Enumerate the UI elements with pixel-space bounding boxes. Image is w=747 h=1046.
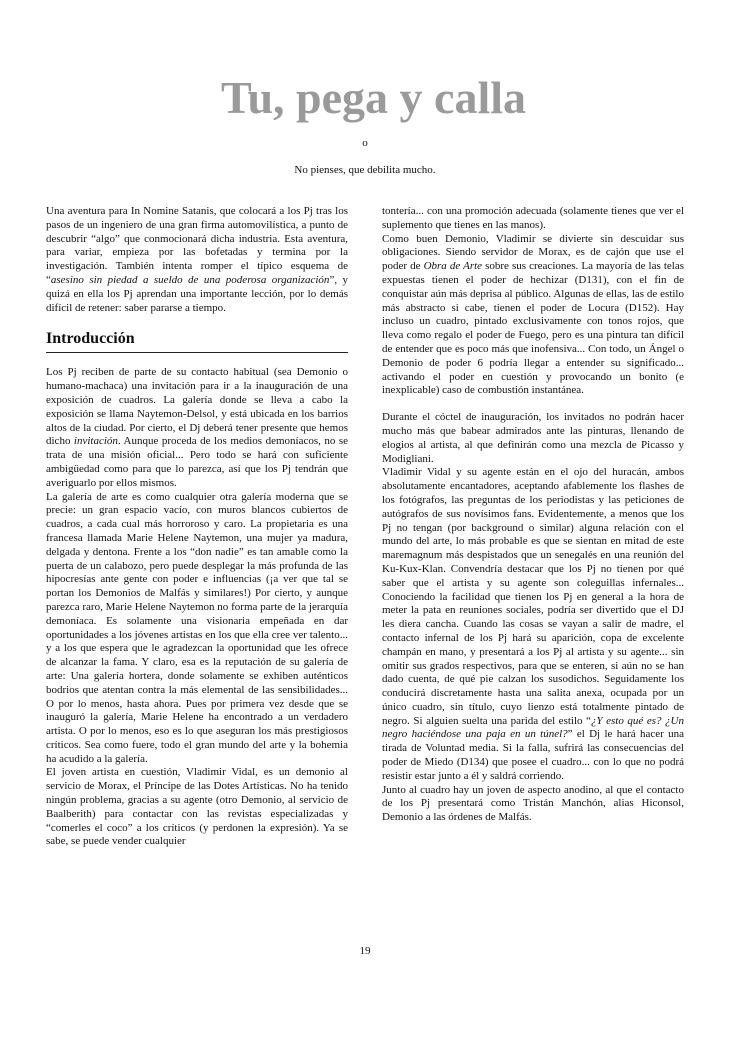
p1-text-a: Los Pj reciben de parte de su contacto habitual (sea Demonio o humano-machaca) una invitación para ir a la inauguración de una exposición de cuadros. La galería donde se lleva a cabo la exposición se llama Naytemon-Delsol, y está ubicada en los barrios altos de la ciudad. Por cierto, el Dj deberá tener presente que hemos dicho [46, 366, 348, 448]
p1-text-b: . Aunque proceda de los medios demoníacos, no se trata de una misión oficial... Pero todo se hará con suficiente ambigüedad como para que lo parezca, así que los Pj tendrán que averiguarlo por ellos mismos. [46, 435, 348, 489]
left-column [46, 205, 348, 849]
title-connector: o [362, 137, 368, 149]
page-number: 19 [359, 945, 371, 957]
rp1-text-b: sobre sus creaciones. La mayoría de las telas expuestas tienen el poder de hechizar (D131), con el fin de conquistar aún más deprisa al público. Algunas de ellas, las de estilo más abstracto si cabe, tienen el poder de Locura (D152). Hay incluso un cuadro, pintado exclusivamente con tonos rojos, que lleva como regalo el poder de Fuego, pero es una pintura tan difícil de entender que es poco más que inofensiva... Con todo, un Ángel o Demonio de poder 6 podría llegar a entender su significado... activando el poder en cuestión y provocando un bonito (e inexplicable) caso de combustión instantánea. [382, 260, 684, 397]
right-paragraph-2: Durante el cóctel de inauguración, los invitados no podrán hacer mucho más que babear admirados ante las pinturas, llenando de elogios al artista, al que definirán como una mezcla de Picasso y Modigliani. [382, 411, 684, 465]
rp3-text-a: Vladimir Vidal y su agente están en el ojo del huracán, ambos absolutamente encantadores, aceptando afablemente los flashes de los fotógrafos, las preguntas de los periodistas y las peticiones de autógrafos de sus novísimos fans. Evidentemente, a menos que los Pj no tengan (por background o similar) alguna relación con el mundo del arte, lo más probable es que se sientan en mitad de este maremagnum más despistados que un senegalés en una reunión del Ku-Kux-Klan. Convendría destacar que los Pj no tienen por qué saber que el artista y su agente son coleguillas infernales... Conociendo la facilidad que tienen los Pj en general a la hora de meter la pata en reuniones sociales, podría ser divertido que el DJ les diera cancha. Cuando las cosas se vayan a salir de madre, el contacto infernal de los Pj hará su aparición, copa de excelente champán en mano, y presentará a los Pj al artista y su agente... sin omitir sus grados respectivos, para que se enteren, si aún no se han dado cuenta, de qué pie calzan los susodichos. Seguidamente los conducirá discretamente hasta una salita anexa, ocupada por un único cuadro, sin título, cuyo lienzo está totalmente pintado de negro. Si alguien suelta una parida del estilo “ [382, 466, 684, 727]
p1-emphasis: invitación [73, 435, 118, 448]
rp1-emphasis: Obra de Arte [423, 260, 483, 273]
intro-section-paragraph-2: La galería de arte es como cualquier otra galería moderna que se precie: un gran espacio vacío, con muros blancos cubiertos de cuadros, a cada cual más horroroso y caro. La propietaria es una francesa llamada Marie Helene Naytemon, una mujer ya madura, delgada y dentona. Frente a los “don nadie” es tan amable como la puerta de un calabozo, pero puede desplegar la más profunda de las hipocresías ante gente con poder e influencias (¡a ver que tal se portan los Demonios de Malfás y similares!) Por cierto, y aunque parezca raro, Marie Helene Naytemon no forma parte de la jerarquía demoníaca. Es solamente una visionaria empeñada en dar oportunidades a los jóvenes artistas en los que ella cree ver talento... y a los que espera que le agradezcan la oportunidad que les ofrece de alcanzar la fama. Y claro, esa es la reputación de su galería de arte: Una galería hortera, donde solamente se exhiben auténticos bodrios que atentan contra la más elemental de las sensibilidades... O por lo menos, hasta ahora. Pues por primera vez desde que se inauguró la galería, Marie Helene ha encontrado a un verdadero artista. O por lo menos, eso es lo que aseguran los más prestigiosos críticos. Sea como fuere, todo el gran mundo del arte y la bohemia ha acudido a la galería. [46, 490, 348, 765]
intro-section-paragraph-1 [46, 366, 348, 490]
intro-emphasis: asesino sin piedad a sueldo de una poderosa organización [50, 273, 330, 286]
right-paragraph-3 [382, 466, 684, 783]
page-title: Tu, pega y calla [220, 72, 527, 123]
rp1-text-a: Como buen Demonio, Vladimir se divierte sin descuidar sus obligaciones. Siendo servidor de Morax, es de cajón que use el poder de [382, 232, 684, 273]
right-paragraph-0: tontería... con una promoción adecuada (solamente tienes que ver el suplemento que tienes en las manos). [382, 205, 684, 231]
intro-text-b: ”, y quizá en ella los Pj aprendan una importante lección, por lo demás difícil de retener: saber pararse a tiempo. [46, 273, 349, 314]
rp3-emphasis: ¿Y esto qué es? ¿Un negro haciéndose una paja en un túnel? [382, 714, 684, 741]
intro-section-paragraph-3: El joven artista en cuestión, Vladimir Vidal, es un demonio al servicio de Morax, el Príncipe de las Dotes Artísticas. No ha tenido ningún problema, gracias a su agente (otro Demonio, al servicio de Baalberith) para contactar con las revistas especializadas y “comerles el coco” a los críticos (y perdonen la expresión). Ya se sabe, se puede vender cualquier [46, 766, 348, 848]
page-subtitle: No pienses, que debilita mucho. [294, 164, 436, 176]
rp3-text-b: ” el Dj le hará hacer una tirada de Voluntad media. Si la falla, sufrirá las consecuencias del poder de Miedo (D134) que posee el cuadro... con lo que no podrá resistir estar junto a él y saldrá corriendo. [382, 728, 684, 782]
section-heading-introduccion: Introducción [46, 329, 348, 353]
intro-text-a: Una aventura para In Nomine Satanis, que colocará a los Pj tras los pasos de un ingeniero de una gran firma automovilística, a punto de descubrir “algo” que conmocionará dicha industria. Esta aventura, para variar, empieza por las bofetadas y termina por la investigación. También intenta romper el típico esquema de “ [46, 205, 348, 286]
intro-paragraph [46, 205, 348, 315]
right-paragraph-1 [382, 233, 684, 399]
right-paragraph-4: Junto al cuadro hay un joven de aspecto anodino, al que el contacto de los Pj presentará como Tristán Manchón, alias Hiconsol, Demonio a las órdenes de Malfás. [382, 783, 684, 824]
right-column [382, 205, 684, 825]
